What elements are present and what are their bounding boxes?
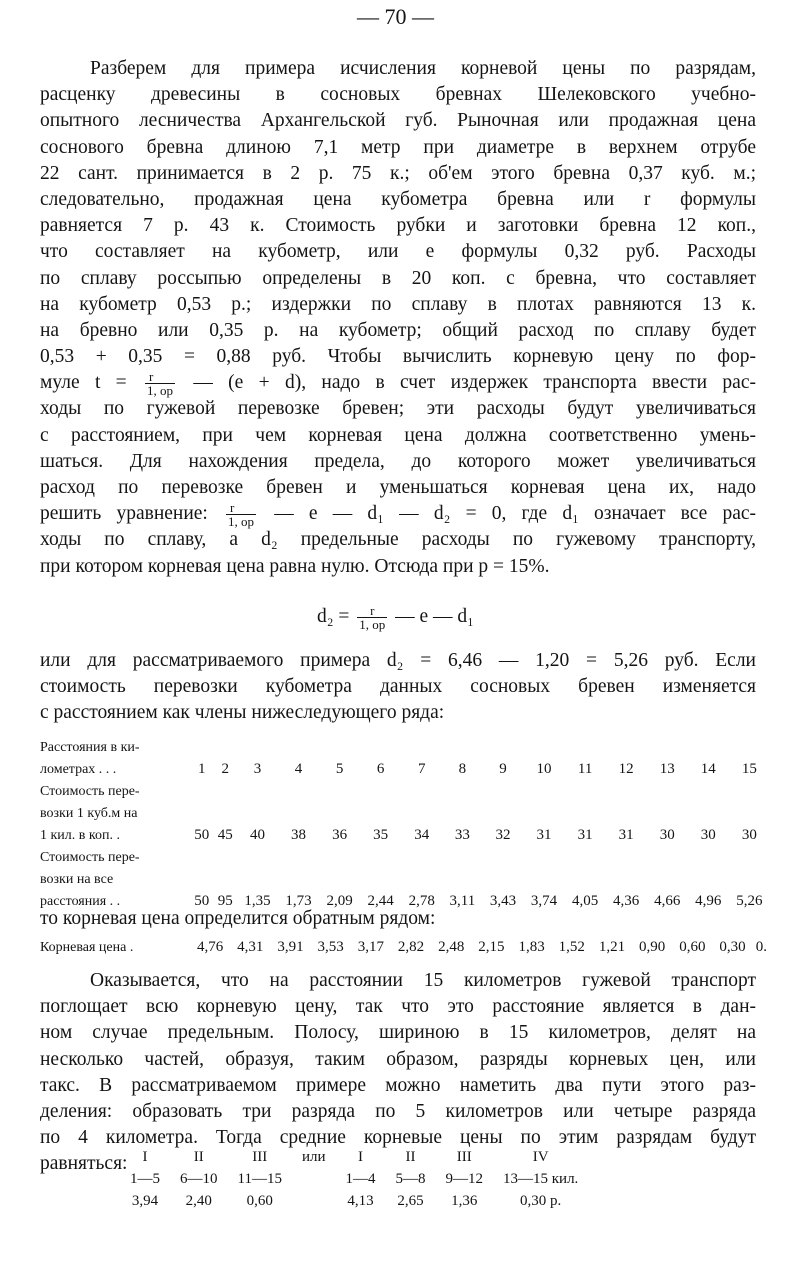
- total-cell: 2,78: [408, 893, 435, 909]
- rank-header: III: [252, 1148, 268, 1165]
- row-label: Стоимость пере-: [40, 850, 140, 865]
- distance-cell: 6: [376, 761, 385, 777]
- distance-cell: 1: [197, 761, 206, 777]
- row-label: возки 1 куб.м на: [40, 806, 138, 821]
- table-row: [120, 1190, 588, 1212]
- fraction-numerator: r: [145, 370, 175, 384]
- total-cell: 4,05: [571, 893, 599, 909]
- fraction-denominator: 1, op: [228, 514, 255, 530]
- root-price-cell: 1,21: [598, 939, 626, 955]
- rank-price: 2,40: [185, 1192, 212, 1209]
- page-number: — 70 —: [357, 4, 434, 29]
- paragraph-example: [40, 648, 756, 727]
- cost-cell: 33: [454, 827, 470, 843]
- row-label: Расстояния в ки-: [40, 740, 140, 755]
- table-row: [120, 1168, 588, 1190]
- rank-range: 13—15 кил.: [503, 1170, 579, 1187]
- text-line: деления: образовать три разряда по 5 километров или четыре разряда: [40, 1100, 756, 1122]
- rank-range: 9—12: [445, 1170, 483, 1187]
- root-price-cell: 2,82: [397, 939, 425, 955]
- row-label: возки на все: [40, 872, 114, 887]
- row-label: Корневая цена .: [40, 940, 134, 955]
- text-line: по сплаву россыпью определены в 20 коп. с бревна, что составляет: [40, 267, 756, 289]
- formula-post: — e — d₁: [395, 605, 474, 627]
- cost-cell: 31: [536, 827, 552, 843]
- text-line: ходы по сплаву, а d₂ предельные расходы по гужевому транспорту,: [40, 529, 756, 551]
- cost-cell: 31: [577, 827, 593, 843]
- text-line: ном случае предельным. Полосу, шириною в 15 километров, делят на: [40, 1022, 756, 1044]
- text-line: или для рассматриваемого примера d₂ = 6,46 — 1,20 = 5,26 руб. Если: [40, 650, 756, 671]
- root-price-cell: 2,48: [438, 939, 465, 955]
- rank-table: [120, 1146, 588, 1212]
- root-price-cell: 3,91: [277, 939, 304, 955]
- text-line: по 4 километра. Тогда средние корневые цены по этим разрядам будут: [40, 1127, 756, 1149]
- fraction-denominator: 1, op: [359, 617, 386, 632]
- total-cell: 2,44: [367, 893, 394, 909]
- formula-post: — e — d₁ — d₂ = 0, где d₁ означает все рас-: [274, 503, 757, 525]
- table-row: [120, 1146, 588, 1168]
- total-cell: 4,36: [613, 893, 640, 909]
- row-label: расстояния . .: [40, 894, 121, 909]
- transport-cost-table: [40, 734, 770, 910]
- distance-cell: 3: [253, 761, 262, 777]
- rank-price: 0,30 р.: [520, 1192, 562, 1209]
- rank-header: III: [456, 1148, 472, 1165]
- text-line: несколько частей, образуя, таким образом, разряды корневых цен, или: [40, 1048, 756, 1070]
- formula-post: — (e + d), надо в счет издержек транспорта ввести рас-: [193, 372, 756, 394]
- formula-line: [40, 500, 757, 530]
- text-line: 22 сант. принимается в 2 р. 75 к.; об'ем этого бревна 0,37 куб. м.;: [40, 162, 756, 184]
- text-line: поглощает всю корневую цену, так что это расстояние является в дан-: [40, 996, 756, 1018]
- text-line: опытного лесничества Архангельской губ. Рыночная или продажная цена: [40, 110, 756, 132]
- fraction: [145, 370, 175, 397]
- distance-cell: 12: [618, 761, 634, 777]
- text-line: Разберем для примера исчисления корневой цены по разрядам,: [90, 58, 756, 79]
- rank-range: 5—8: [395, 1170, 426, 1187]
- cost-cell: 40: [249, 827, 265, 843]
- or-label: или: [301, 1148, 326, 1165]
- total-cell: 3,43: [489, 893, 517, 909]
- cost-cell: 30: [700, 827, 716, 843]
- row-label: Стоимость пере-: [40, 784, 140, 799]
- rank-header: II: [405, 1148, 416, 1165]
- fraction-denominator: 1, op: [147, 383, 174, 399]
- root-price-cell: 2,15: [478, 939, 505, 955]
- total-cell: 95: [217, 893, 233, 909]
- cost-cell: 38: [291, 827, 307, 843]
- total-cell: 2,09: [326, 893, 353, 909]
- cost-cell: 35: [373, 827, 389, 843]
- fraction: [357, 604, 387, 631]
- text-line: следовательно, продажная цена кубометра бревна или r формулы: [40, 188, 756, 210]
- rank-price: 4,13: [347, 1192, 374, 1209]
- rank-range: 6—10: [180, 1170, 218, 1187]
- distance-cell: 5: [335, 761, 344, 777]
- distance-cell: 7: [417, 761, 426, 777]
- rank-price: 3,94: [131, 1192, 159, 1209]
- root-price-cell: 0.: [755, 939, 767, 955]
- text-line: на бревно или 0,35 р. на кубометр; общий расход по сплаву будет: [40, 319, 756, 341]
- rank-header: II: [193, 1148, 204, 1165]
- cost-cell: 30: [659, 827, 675, 843]
- rank-header: I: [358, 1148, 363, 1165]
- rank-header: IV: [532, 1148, 549, 1165]
- distance-cell: 9: [499, 761, 507, 777]
- distance-cell: 8: [458, 761, 467, 777]
- formula-line: [40, 369, 756, 399]
- cost-cell: 34: [414, 827, 430, 843]
- text-line: равняться:: [40, 1153, 128, 1175]
- rank-range: 1—5: [130, 1170, 160, 1187]
- table-row: [40, 800, 770, 822]
- rank-price: 1,36: [451, 1192, 478, 1209]
- paragraph-then: [40, 906, 756, 932]
- distance-cell: 15: [741, 761, 757, 777]
- table-row: [40, 844, 770, 866]
- text-line: стоимость перевозки кубометра данных сосновых бревен изменяется: [40, 676, 756, 698]
- total-cell: 50: [194, 893, 210, 909]
- cost-cell: 45: [217, 827, 233, 843]
- rank-price: 2,65: [397, 1192, 424, 1209]
- root-price-cell: 1,52: [558, 939, 585, 955]
- text-line: расход по перевозке бревен и уменьшаться корневая цена их, надо: [40, 477, 756, 498]
- formula-pre: d₂ =: [316, 605, 350, 627]
- distance-cell: 2: [221, 761, 229, 777]
- total-cell: 3,11: [449, 893, 476, 909]
- paragraph-intro: [40, 56, 756, 580]
- root-price-cell: 4,31: [237, 939, 264, 955]
- cost-cell: 50: [194, 827, 210, 843]
- formula-pre: решить уравнение:: [40, 503, 208, 525]
- text-line: шаться. Для нахождения предела, до которого может увеличиваться: [40, 450, 756, 472]
- root-price-row: [40, 934, 770, 956]
- cost-cell: 32: [495, 827, 511, 843]
- total-cell: 4,66: [654, 893, 681, 909]
- table-row: [40, 934, 770, 956]
- distance-cell: 14: [700, 761, 716, 777]
- text-line: соснового бревна длиною 7,1 метр при диаметре в верхнем отрубе: [40, 136, 756, 158]
- text-line: такс. В рассматриваемом примере можно наметить два пути этого раз-: [40, 1074, 756, 1096]
- table-row: [40, 866, 770, 888]
- distance-cell: 11: [577, 761, 593, 777]
- total-cell: 4,96: [695, 893, 722, 909]
- total-cell: 1,73: [285, 893, 312, 909]
- total-cell: 1,35: [244, 893, 271, 909]
- text-line: Оказывается, что на расстоянии 15 километров гужевой транспорт: [90, 970, 756, 991]
- rank-header: I: [142, 1148, 148, 1165]
- text-line: с расстоянием, при чем корневая цена должна соответственно умень-: [40, 424, 756, 446]
- root-price-cell: 4,76: [196, 939, 224, 955]
- rank-price: 0,60: [246, 1192, 273, 1209]
- text-line: расценку древесины в сосновых бревнах Шелековского учебно-: [40, 84, 756, 106]
- total-cell: 3,74: [530, 893, 558, 909]
- text-line: то корневая цена определится обратным рядом:: [40, 908, 436, 929]
- text-line: на кубометр 0,53 р.; издержки по сплаву в плотах равняются 13 к.: [40, 293, 756, 315]
- root-price-cell: 3,17: [357, 939, 384, 955]
- fraction: [226, 501, 256, 528]
- table-row: [40, 756, 770, 778]
- total-cell: 5,26: [736, 893, 763, 909]
- text-line: равняется 7 р. 43 к. Стоимость рубки и заготовки бревна 12 коп.,: [40, 215, 756, 237]
- row-label: 1 кил. в коп. .: [40, 828, 120, 843]
- row-label: лометрах . . .: [40, 762, 117, 777]
- root-price-cell: 0,60: [679, 939, 706, 955]
- fraction-numerator: r: [357, 604, 387, 618]
- table-row: [40, 822, 770, 844]
- text-line: 0,53 + 0,35 = 0,88 руб. Чтобы вычислить корневую цену по фор-: [40, 346, 756, 368]
- rank-range: 1—4: [345, 1170, 376, 1187]
- cost-cell: 36: [332, 827, 348, 843]
- cost-cell: 31: [618, 827, 634, 843]
- text-line: что составляет на кубометр, или е формулы 0,32 руб. Расходы: [40, 241, 756, 263]
- text-line: при котором корневая цена равна нулю. Отсюда при p = 15%.: [40, 555, 550, 577]
- root-price-cell: 0,90: [639, 939, 666, 955]
- rank-range: 11—15: [237, 1170, 282, 1187]
- root-price-cell: 0,30: [719, 939, 746, 955]
- formula-pre: муле t =: [40, 372, 127, 394]
- distance-cell: 4: [294, 761, 303, 777]
- table-row: [40, 778, 770, 800]
- table-row: [40, 734, 770, 756]
- root-price-cell: 3,53: [317, 939, 344, 955]
- distance-cell: 10: [536, 761, 552, 777]
- text-line: с расстоянием как члены нижеследующего ряда:: [40, 702, 445, 724]
- distance-cell: 13: [659, 761, 675, 777]
- centered-formula: [0, 604, 791, 631]
- root-price-cell: 1,83: [518, 939, 545, 955]
- cost-cell: 30: [741, 827, 757, 843]
- text-line: ходы по гужевой перевозке бревен; эти расходы будут увеличиваться: [40, 398, 756, 420]
- fraction-numerator: r: [226, 501, 256, 515]
